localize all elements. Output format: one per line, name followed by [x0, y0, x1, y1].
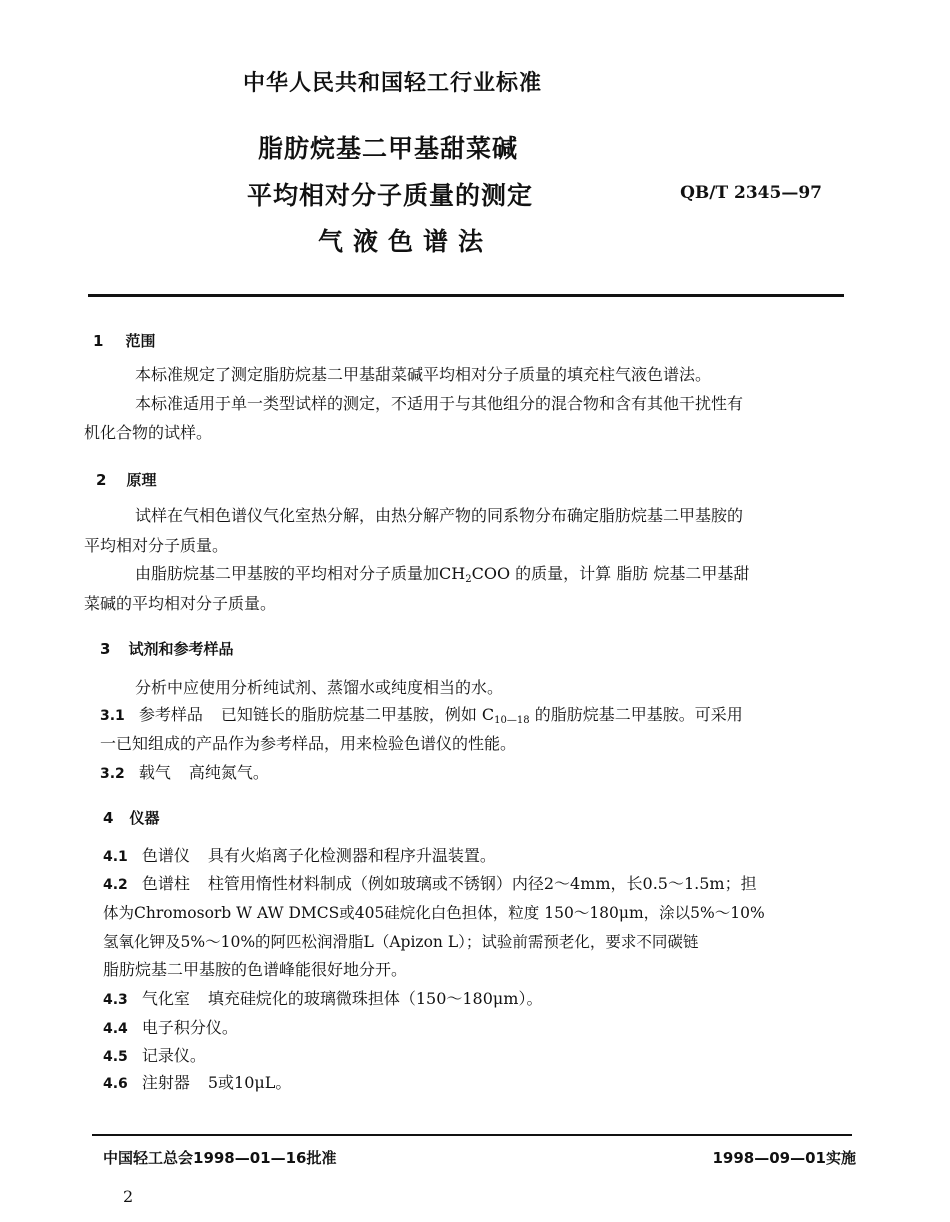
section-3-heading	[100, 638, 233, 659]
item-4-1-term: 色谱仪	[141, 846, 190, 865]
item-3-2-text: 高纯氮气。	[188, 763, 269, 782]
item-4-2-line-2: 体为Chromosorb W AW DMCS或405硅烷化白色担体，粒度 150～180μm，涂以5%～10%	[103, 904, 765, 922]
section-2-paragraph-2a	[135, 560, 749, 594]
standard-organization: 中华人民共和国轻工行业标准	[243, 71, 543, 96]
item-4-6-term: 注射器	[141, 1073, 190, 1092]
section-3-title: 试剂和参考样品	[128, 640, 234, 658]
formula-text-post: COO 的质量，计算 脂肪 烷基二甲基甜	[471, 564, 750, 583]
page-number: 2	[123, 1187, 134, 1206]
standard-code: QB/T 2345—97	[680, 183, 822, 203]
item-4-1	[103, 842, 496, 871]
item-4-2-text: 柱管用惰性材料制成（例如玻璃或不锈钢）内径2～4mm，长0.5～1.5m；担	[207, 874, 757, 893]
section-1-title: 范围	[125, 332, 156, 350]
item-3-1-term: 参考样品	[138, 705, 203, 724]
section-1-paragraph-2b: 机化合物的试样。	[84, 423, 213, 442]
item-4-3	[103, 985, 542, 1014]
implementation-date: 1998—09—01实施	[712, 1149, 856, 1167]
section-2-paragraph-1a: 试样在气相色谱仪气化室热分解，由热分解产物的同系物分布确定脂肪烷基二甲基胺的	[135, 506, 744, 525]
section-2-paragraph-1b: 平均相对分子质量。	[84, 536, 229, 555]
section-2-number: 2	[96, 471, 107, 489]
section-4-title: 仪器	[129, 809, 160, 827]
section-1-number: 1	[93, 332, 104, 350]
section-1-paragraph-1: 本标准规定了测定脂肪烷基二甲基甜菜碱平均相对分子质量的填充柱气液色谱法。	[135, 365, 712, 384]
item-3-1-subscript: 10—18	[494, 715, 530, 726]
item-3-2-term: 载气	[138, 763, 171, 782]
item-4-3-number: 4.3	[103, 992, 128, 1008]
item-4-4	[103, 1014, 238, 1043]
item-4-5	[103, 1042, 206, 1071]
approval-date: 中国轻工总会1998—01—16批准	[103, 1149, 337, 1167]
section-2-heading	[96, 469, 156, 490]
section-3-number: 3	[100, 640, 111, 658]
section-2-paragraph-2b: 菜碱的平均相对分子质量。	[84, 594, 277, 613]
section-1-heading	[93, 330, 155, 351]
title-line-1: 脂肪烷基二甲基甜菜碱	[258, 134, 519, 163]
item-3-1-text-post: 的脂肪烷基二甲基胺。可采用	[529, 705, 743, 724]
formula-subscript: 2	[465, 574, 472, 585]
item-3-2	[100, 759, 269, 788]
header-divider	[88, 294, 844, 297]
item-4-4-text: 电子积分仪。	[141, 1018, 238, 1037]
item-4-5-text: 记录仪。	[141, 1046, 206, 1065]
item-4-1-text: 具有火焰离子化检测器和程序升温装置。	[207, 846, 496, 865]
item-3-1-continued: 一已知组成的产品作为参考样品，用来检验色谱仪的性能。	[100, 734, 517, 753]
item-4-2-line-3: 氢氧化钾及5%～10%的阿匹松润滑脂L（Apizon L）；试验前需预老化，要求不同碳链	[103, 933, 699, 951]
item-3-1-number: 3.1	[100, 708, 125, 724]
footer-divider	[92, 1134, 852, 1136]
section-4-heading	[103, 807, 159, 828]
formula-text-pre: 由脂肪烷基二甲基胺的平均相对分子质量加CH	[135, 564, 466, 583]
item-3-1-text-pre: 已知链长的脂肪烷基二甲基胺，例如 C	[220, 705, 495, 724]
item-4-4-number: 4.4	[103, 1021, 128, 1037]
title-line-2: 平均相对分子质量的测定	[247, 181, 534, 210]
section-1-paragraph-2a: 本标准适用于单一类型试样的测定，不适用于与其他组分的混合物和含有其他干扰性有	[135, 394, 744, 413]
item-4-6-text: 5或10μL。	[207, 1073, 292, 1092]
item-4-2-term: 色谱柱	[141, 874, 190, 893]
item-4-6	[103, 1069, 291, 1098]
item-4-2-line-4: 脂肪烷基二甲基胺的色谱峰能很好地分开。	[103, 960, 408, 979]
item-4-3-term: 气化室	[141, 989, 190, 1008]
item-4-5-number: 4.5	[103, 1049, 128, 1065]
section-3-intro: 分析中应使用分析纯试剂、蒸馏水或纯度相当的水。	[135, 678, 504, 697]
title-line-3: 气液色谱法	[318, 227, 494, 256]
section-2-title: 原理	[126, 471, 157, 489]
item-4-2-line-1	[103, 870, 757, 899]
item-4-3-text: 填充硅烷化的玻璃微珠担体（150～180μm）。	[207, 989, 543, 1008]
item-4-1-number: 4.1	[103, 849, 128, 865]
item-3-2-number: 3.2	[100, 766, 125, 782]
item-4-6-number: 4.6	[103, 1076, 128, 1092]
section-4-number: 4	[103, 809, 114, 827]
item-4-2-number: 4.2	[103, 877, 128, 893]
